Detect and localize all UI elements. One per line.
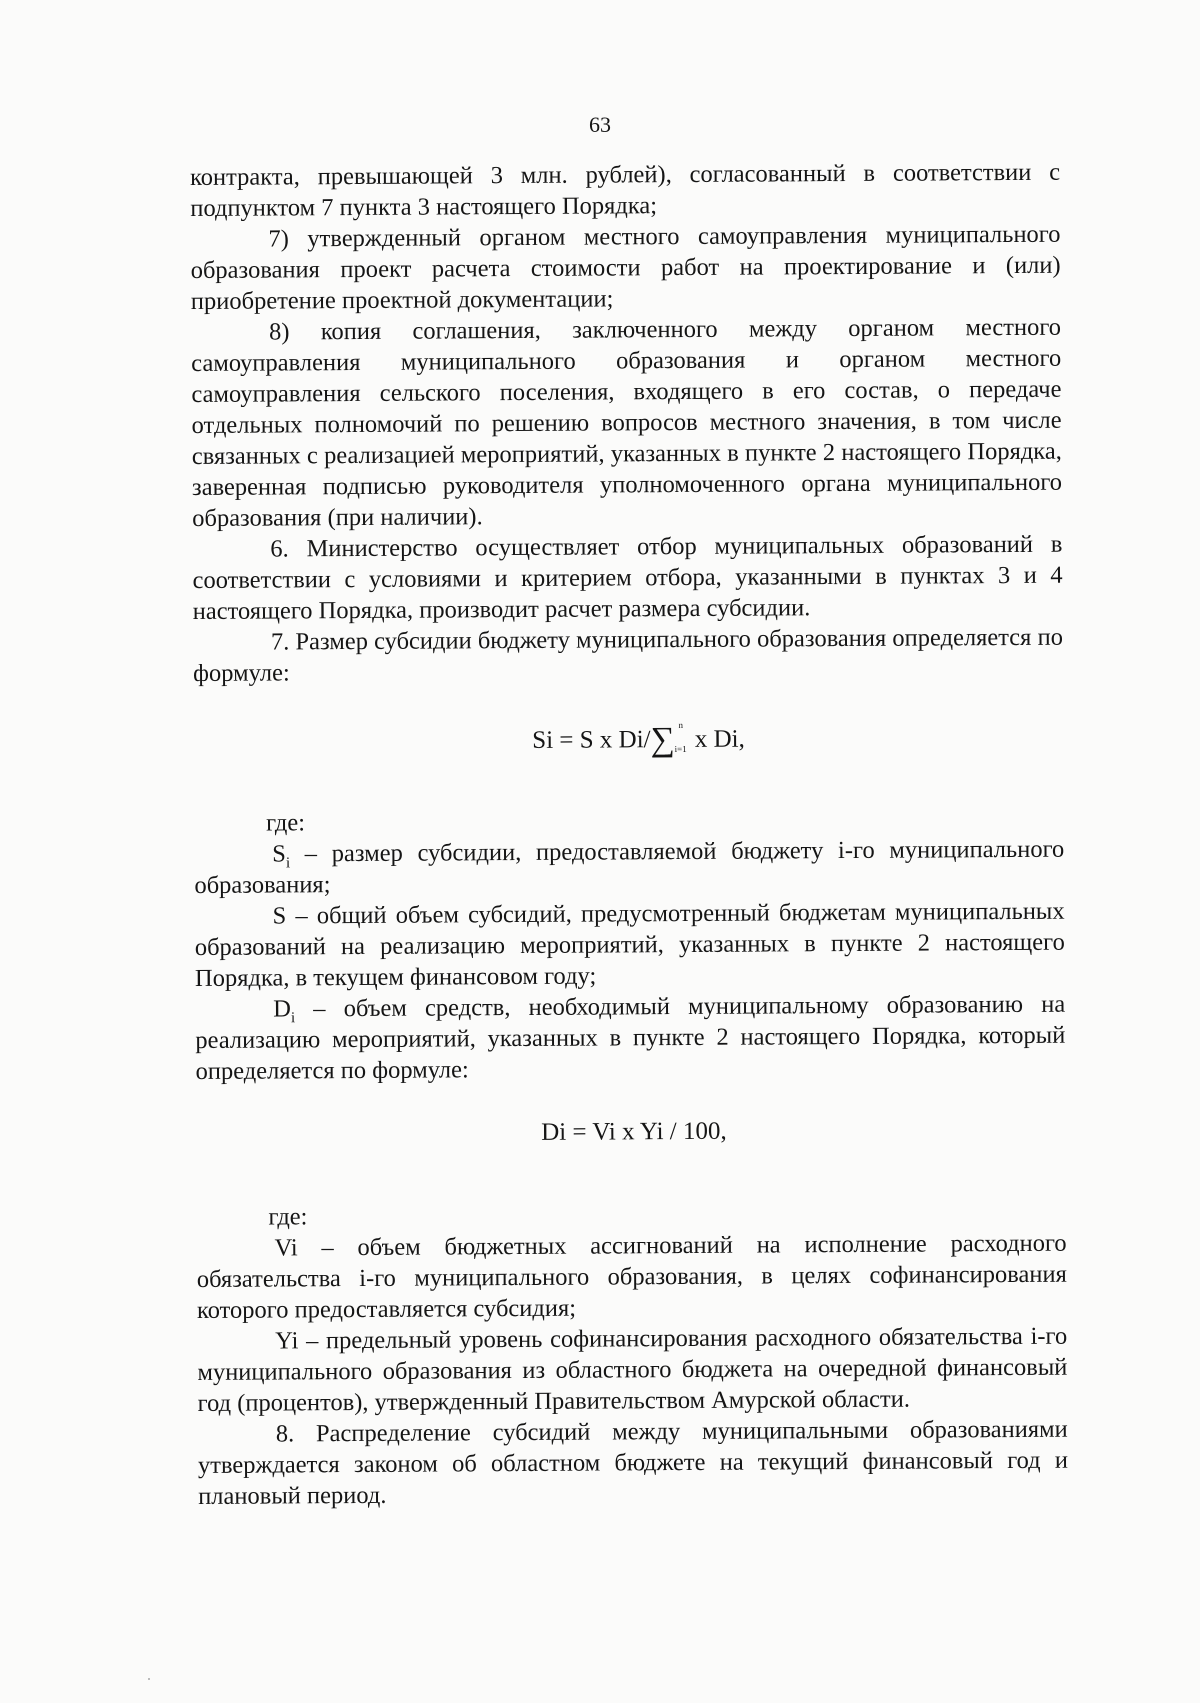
formula-right-part: x Di, — [694, 725, 745, 753]
sum-symbol: ∑ n i=1 — [650, 719, 687, 759]
sum-upper-limit: n — [678, 719, 684, 731]
definition-di: $D_i$ – объем средств, необходимый муниципальному образованию на реализацию мероприятий, указанных в пункте 2 настоящего Порядка, который определяется по формуле: — [195, 990, 1066, 1085]
paragraph-section-6-selection: 6. Министерство осуществляет отбор муниципальных образований в соответствии с условиями и критерием отбора, указанными в пунктах 3 и 4 настоящего Порядка, производит расчет размера субсидии. — [192, 530, 1063, 625]
page-number: 63 — [589, 112, 611, 137]
where-label-1: где: — [265, 809, 306, 837]
definition-si: $S_i$ – размер субсидии, предоставляемой бюджету i-го муниципального образования; — [194, 835, 1065, 899]
formula-left-part: Si = S x Di/ — [532, 726, 651, 754]
subsidy-formula — [193, 719, 1063, 759]
definition-vi: Vi – объем бюджетных ассигнований на исполнение расходного обязательства i-го муниципального образования, в целях софинансирования которого предоставляется субсидия; — [196, 1229, 1067, 1324]
di-formula: Di = Vi x Yi / 100, — [541, 1117, 727, 1146]
paragraph-item-8-agreement-copy: 8) копия соглашения, заключенного между органом местного самоуправления муниципального образования и органом местного самоуправления сельского поселения, входящего в его состав, о передаче отдельных полномочий по решению вопросов местного значения, в том числе связанных с реализацией мероприятий, указанных в пункте 2 настоящего Порядка, заверенная подписью руководителя уполномоченного органа муниципального образования (при наличии). — [191, 313, 1063, 532]
sum-lower-limit: i=1 — [674, 743, 687, 755]
where-label-2: где: — [268, 1203, 308, 1231]
scan-speck — [148, 1678, 150, 1680]
paragraph-section-8-distribution: 8. Распределение субсидий между муниципальными образованиями утверждается законом об областном бюджете на текущий финансовый год и плановый период. — [197, 1415, 1069, 1510]
definition-s: S – общий объем субсидий, предусмотренный бюджетам муниципальных образований на реализацию мероприятий, указанных в пункте 2 настоящего Порядка, в текущем финансовом году; — [194, 897, 1065, 992]
document-body — [190, 157, 1068, 1512]
paragraph-contract-continuation: контракта, превышающей 3 млн. рублей), согласованный в соответствии с подпунктом 7 пункта 3 настоящего Порядка; — [190, 158, 1061, 222]
paragraph-item-7-cost-estimate: 7) утвержденный органом местного самоуправления муниципального образования проект расчета стоимости работ на проектирование и (или) приобретение проектной документации; — [190, 220, 1061, 315]
definition-yi: Yi – предельный уровень софинансирования расходного обязательства i-го муниципального образования из областного бюджета на очередной финансовый год (процентов), утвержденный Правительством Амурской области. — [197, 1322, 1068, 1417]
paragraph-section-7-subsidy-size: 7. Размер субсидии бюджету муниципального образования определяется по формуле: — [193, 623, 1064, 687]
